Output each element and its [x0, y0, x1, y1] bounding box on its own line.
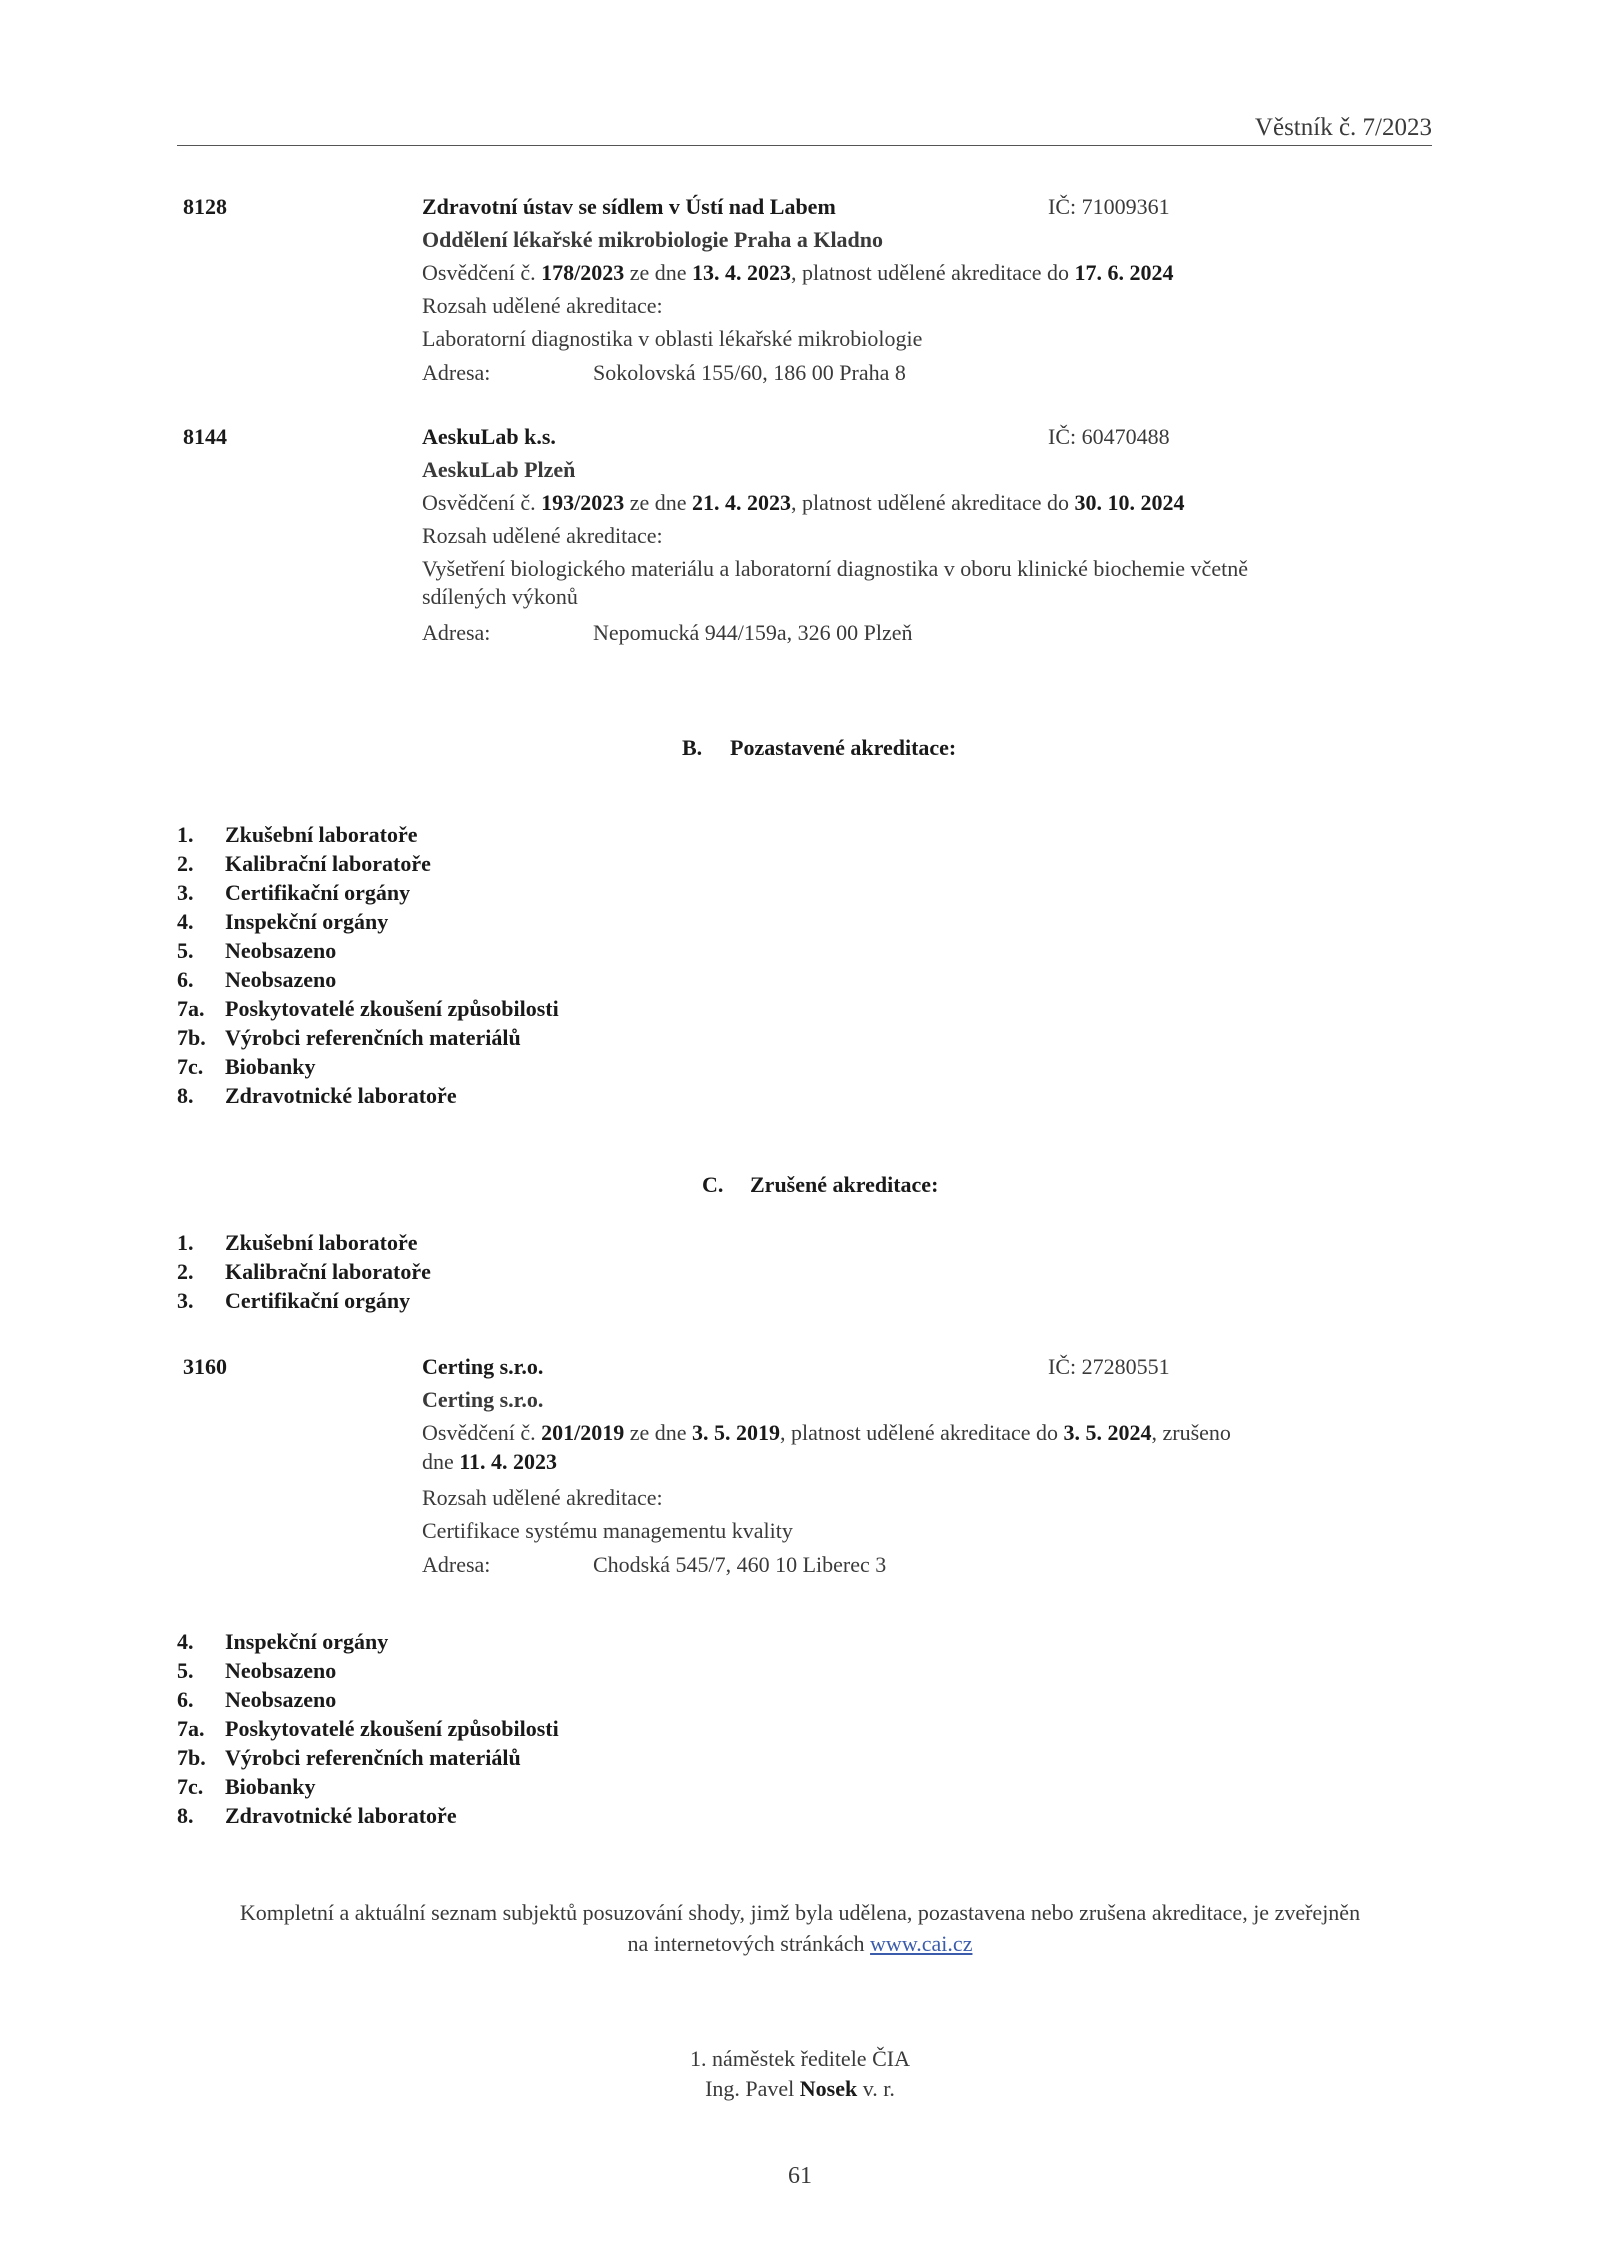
signature-block	[0, 2044, 1600, 2104]
entry-scope-continued: sdílených výkonů	[422, 584, 578, 609]
list-item: 7c. Biobanky	[177, 1054, 316, 1079]
signatory-role: 1. náměstek ředitele ČIA	[690, 2046, 910, 2071]
entry-address-label: Adresa:	[422, 1552, 491, 1577]
entry-department: AeskuLab Plzeň	[422, 457, 576, 482]
list-item: 7a. Poskytovatelé zkoušení způsobilosti	[177, 996, 559, 1021]
entry-address-label: Adresa:	[422, 620, 491, 645]
list-item: 8. Zdravotnické laboratoře	[177, 1083, 457, 1108]
entry-organization: Certing s.r.o.	[422, 1354, 544, 1379]
entry-number: 3160	[183, 1354, 227, 1379]
entry-organization: Zdravotní ústav se sídlem v Ústí nad Labem	[422, 194, 836, 219]
entry-certificate: Osvědčení č. 201/2019 ze dne 3. 5. 2019, platnost udělené akreditace do 3. 5. 2024, zrušeno	[422, 1420, 1231, 1445]
section-title: Zrušené akreditace:	[750, 1172, 939, 1197]
list-item: 2. Kalibrační laboratoře	[177, 851, 431, 876]
entry-scope-label: Rozsah udělené akreditace:	[422, 523, 663, 548]
entry-scope-label: Rozsah udělené akreditace:	[422, 293, 663, 318]
list-item: 6. Neobsazeno	[177, 1687, 337, 1712]
list-item: 5. Neobsazeno	[177, 1658, 337, 1683]
list-item: 7a. Poskytovatelé zkoušení způsobilosti	[177, 1716, 559, 1741]
list-item: 2. Kalibrační laboratoře	[177, 1259, 431, 1284]
entry-address-label: Adresa:	[422, 360, 491, 385]
signatory-name: Ing. Pavel Nosek v. r.	[705, 2076, 895, 2101]
entry-address: Chodská 545/7, 460 10 Liberec 3	[593, 1552, 887, 1577]
cancelled-category-list	[177, 1228, 431, 1315]
section-letter: C.	[702, 1172, 724, 1197]
entry-department: Certing s.r.o.	[422, 1387, 544, 1412]
list-item: 4. Inspekční orgány	[177, 1629, 389, 1654]
entry-scope-label: Rozsah udělené akreditace:	[422, 1485, 663, 1510]
cancelled-category-list-continued	[177, 1627, 559, 1830]
entry-certificate: Osvědčení č. 178/2023 ze dne 13. 4. 2023, platnost udělené akreditace do 17. 6. 2024	[422, 260, 1174, 285]
entry-certificate: Osvědčení č. 193/2023 ze dne 21. 4. 2023, platnost udělené akreditace do 30. 10. 2024	[422, 490, 1185, 515]
list-item: 5. Neobsazeno	[177, 938, 337, 963]
list-item: 4. Inspekční orgány	[177, 909, 389, 934]
list-item: 1. Zkušební laboratoře	[177, 1230, 418, 1255]
list-item: 3. Certifikační orgány	[177, 880, 411, 905]
entry-address: Nepomucká 944/159a, 326 00 Plzeň	[593, 620, 913, 645]
entry-department: Oddělení lékařské mikrobiologie Praha a Kladno	[422, 227, 884, 252]
list-item: 6. Neobsazeno	[177, 967, 337, 992]
journal-issue-title: Věstník č. 7/2023	[1254, 114, 1432, 141]
cai-website-link[interactable]: www.cai.cz	[870, 1931, 973, 1956]
entry-scope: Certifikace systému managementu kvality	[422, 1518, 793, 1543]
public-list-notice	[0, 1897, 1600, 1959]
entry-ic: IČ: 71009361	[1048, 194, 1170, 219]
list-item: 7c. Biobanky	[177, 1774, 316, 1799]
section-c-heading	[702, 1172, 938, 1198]
section-letter: B.	[682, 735, 703, 760]
entry-number: 8128	[183, 194, 227, 219]
list-item: 7b. Výrobci referenčních materiálů	[177, 1745, 521, 1770]
entry-ic: IČ: 27280551	[1048, 1354, 1170, 1379]
list-item: 3. Certifikační orgány	[177, 1288, 411, 1313]
header-rule	[177, 145, 1432, 146]
entry-scope: Laboratorní diagnostika v oblasti lékařské mikrobiologie	[422, 326, 923, 351]
suspended-category-list	[177, 820, 559, 1110]
list-item: 7b. Výrobci referenčních materiálů	[177, 1025, 521, 1050]
notice-line: na internetových stránkách www.cai.cz	[627, 1931, 973, 1956]
entry-number: 8144	[183, 424, 227, 449]
section-title: Pozastavené akreditace:	[730, 735, 957, 760]
list-item: 1. Zkušební laboratoře	[177, 822, 418, 847]
notice-line: Kompletní a aktuální seznam subjektů posuzování shody, jimž byla udělena, pozastavena nebo zrušena akreditace, je zveřejněn	[239, 1900, 1361, 1925]
section-b-heading	[682, 735, 956, 761]
entry-ic: IČ: 60470488	[1048, 424, 1170, 449]
entry-cancellation: dne 11. 4. 2023	[422, 1449, 558, 1474]
entry-organization: AeskuLab k.s.	[422, 424, 556, 449]
entry-address: Sokolovská 155/60, 186 00 Praha 8	[593, 360, 906, 385]
page-number: 61	[788, 2163, 812, 2189]
list-item: 8. Zdravotnické laboratoře	[177, 1803, 457, 1828]
entry-scope: Vyšetření biologického materiálu a laboratorní diagnostika v oboru klinické biochemie včetně	[422, 556, 1248, 581]
